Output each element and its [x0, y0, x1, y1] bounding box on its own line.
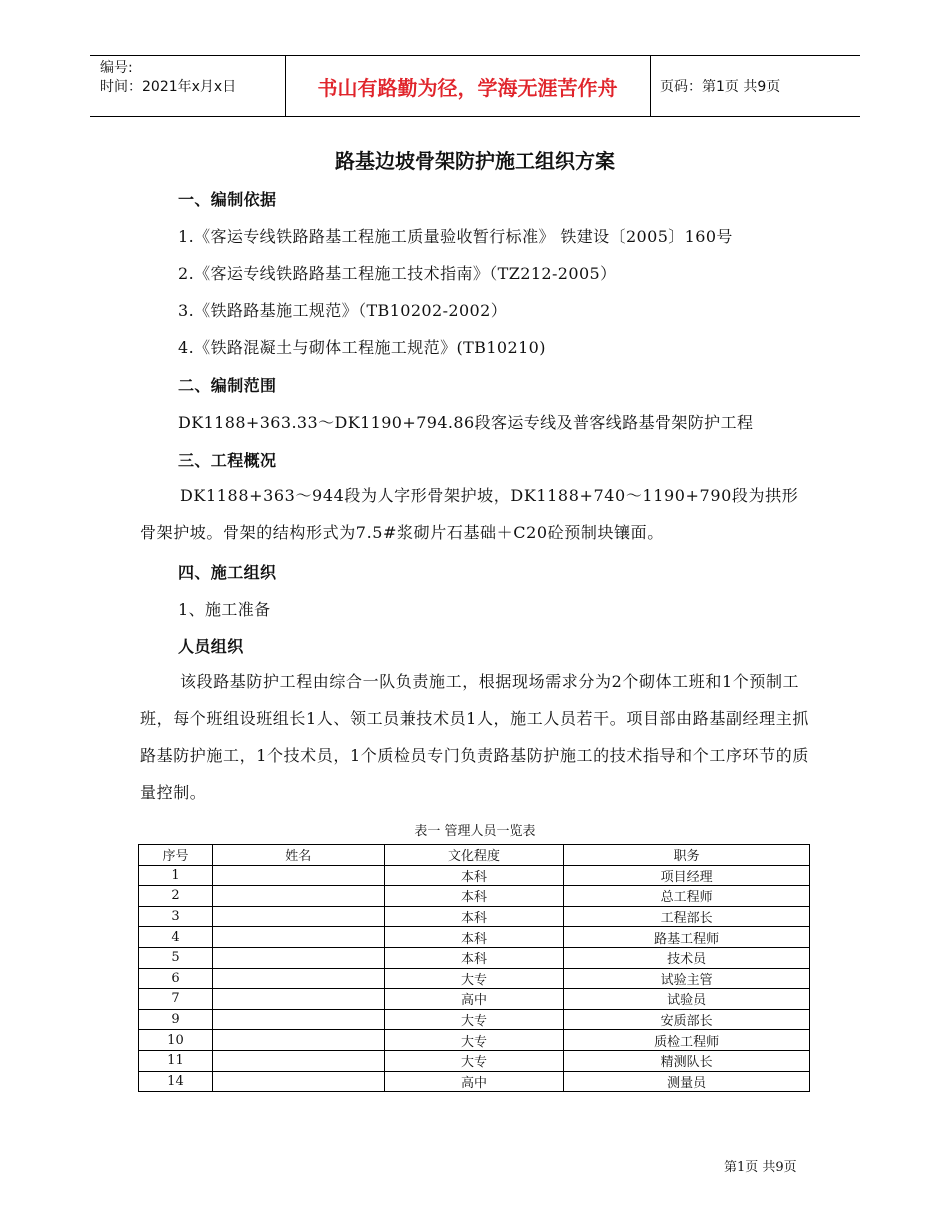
table-cell: 本科 — [384, 906, 564, 927]
section3-text: DK1188+363～944段为人字形骨架护坡，DK1188+740～1190+790段为拱形骨架护坡。骨架的结构形式为7.5#浆砌片石基础＋C20砼预制块镶面。 — [140, 486, 799, 542]
table-cell: 本科 — [384, 927, 564, 948]
section4-sub1: 1、施工准备 — [178, 600, 271, 619]
table-cell — [212, 1050, 384, 1071]
section2-text: DK1188+363.33～DK1190+794.86段客运专线及普客线路基骨架防护工程 — [178, 413, 754, 432]
table-cell: 大专 — [384, 968, 564, 989]
header-number: 编号: — [100, 60, 133, 76]
table-row — [139, 1009, 810, 1030]
table-cell: 大专 — [384, 1050, 564, 1071]
table-cell: 本科 — [384, 886, 564, 907]
table-cell: 6 — [139, 968, 213, 989]
reference-item: 4.《铁路混凝土与砌体工程施工规范》(TB10210) — [178, 338, 546, 357]
header-page-info: 页码：第1页 共9页 — [660, 79, 781, 95]
table-cell — [212, 968, 384, 989]
page-header — [90, 55, 860, 117]
table-row — [139, 906, 810, 927]
table-cell — [212, 886, 384, 907]
table-cell: 试验员 — [564, 989, 810, 1010]
table-cell: 测量员 — [564, 1071, 810, 1092]
section1-heading: 一、编制依据 — [178, 190, 277, 209]
table-cell — [212, 906, 384, 927]
table-cell: 11 — [139, 1050, 213, 1071]
table-row — [139, 1050, 810, 1071]
table-row — [139, 927, 810, 948]
table-cell: 精测队长 — [564, 1050, 810, 1071]
reference-item: 3.《铁路路基施工规范》（TB10202-2002） — [178, 301, 508, 320]
table-cell: 路基工程师 — [564, 927, 810, 948]
reference-item: 2.《客运专线铁路路基工程施工技术指南》（TZ212-2005） — [178, 264, 617, 283]
table-cell: 高中 — [384, 1071, 564, 1092]
table-cell: 质检工程师 — [564, 1030, 810, 1051]
table-cell: 14 — [139, 1071, 213, 1092]
table-cell: 大专 — [384, 1030, 564, 1051]
section4-subheading: 人员组织 — [178, 637, 244, 656]
column-header: 姓名 — [212, 845, 384, 866]
table-cell: 3 — [139, 906, 213, 927]
reference-item: 1.《客运专线铁路路基工程施工质量验收暂行标准》 铁建设〔2005〕160号 — [178, 227, 733, 246]
table-cell — [212, 927, 384, 948]
table-cell: 10 — [139, 1030, 213, 1051]
table-row — [139, 1071, 810, 1092]
table-cell: 试验主管 — [564, 968, 810, 989]
section4-text: 该段路基防护工程由综合一队负责施工，根据现场需求分为2个砌体工班和1个预制工班，每个班组设班组长1人、领工员兼技术员1人，施工人员若干。项目部由路基副经理主抓路基防护施工，1个技术员，1个质检员专门负责路基防护施工的技术指导和个工序环节的质量控制。 — [140, 672, 809, 802]
table-cell: 1 — [139, 865, 213, 886]
header-meta — [100, 59, 236, 97]
table-cell: 4 — [139, 927, 213, 948]
table-row — [139, 865, 810, 886]
section4-heading: 四、施工组织 — [178, 563, 277, 582]
table-cell: 工程部长 — [564, 906, 810, 927]
table-row — [139, 968, 810, 989]
table-cell: 高中 — [384, 989, 564, 1010]
header-motto: 书山有路勤为径，学海无涯苦作舟 — [317, 75, 618, 100]
table-cell — [212, 1071, 384, 1092]
table-row — [139, 886, 810, 907]
column-header: 文化程度 — [384, 845, 564, 866]
table-caption: 表一 管理人员一览表 — [414, 824, 536, 839]
document-title: 路基边坡骨架防护施工组织方案 — [335, 149, 615, 173]
page-footer: 第1页 共9页 — [724, 1160, 797, 1175]
table-cell: 安质部长 — [564, 1009, 810, 1030]
table-cell: 技术员 — [564, 947, 810, 968]
table-cell — [212, 1030, 384, 1051]
table-row — [139, 947, 810, 968]
column-header: 职务 — [564, 845, 810, 866]
header-divider — [650, 56, 651, 116]
table-cell: 本科 — [384, 865, 564, 886]
table-header-row — [139, 845, 810, 866]
section2-heading: 二、编制范围 — [178, 376, 277, 395]
table-cell: 项目经理 — [564, 865, 810, 886]
table-cell: 本科 — [384, 947, 564, 968]
table-cell — [212, 865, 384, 886]
table-cell: 总工程师 — [564, 886, 810, 907]
staff-table — [138, 844, 810, 1092]
section3-heading: 三、工程概况 — [178, 451, 277, 470]
header-time: 时间：2021年x月x日 — [100, 79, 237, 95]
column-header: 序号 — [139, 845, 213, 866]
table-cell: 2 — [139, 886, 213, 907]
table-cell — [212, 947, 384, 968]
table-cell: 大专 — [384, 1009, 564, 1030]
table-cell: 9 — [139, 1009, 213, 1030]
table-row — [139, 1030, 810, 1051]
table-cell — [212, 1009, 384, 1030]
table-cell: 7 — [139, 989, 213, 1010]
table-cell: 5 — [139, 947, 213, 968]
table-cell — [212, 989, 384, 1010]
table-row — [139, 989, 810, 1010]
